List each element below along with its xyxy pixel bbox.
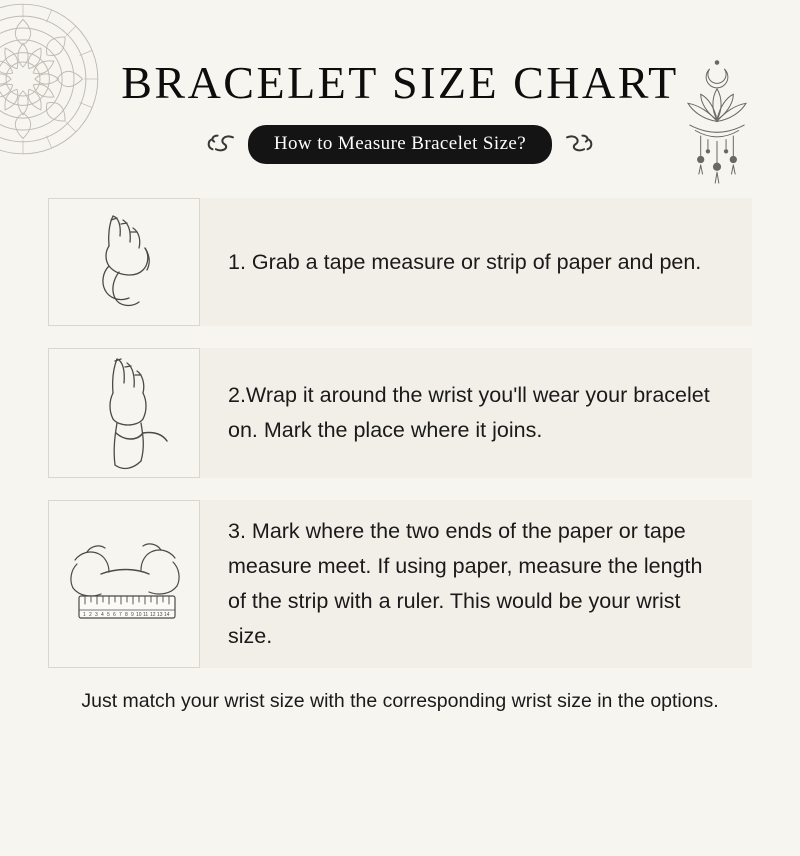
step-item-2 — [48, 348, 752, 478]
step-2-figure — [48, 348, 200, 478]
svg-text:6: 6 — [113, 612, 116, 618]
svg-text:13: 13 — [157, 612, 163, 618]
svg-text:1: 1 — [83, 612, 86, 618]
step-1-figure — [48, 198, 200, 326]
svg-text:7: 7 — [119, 612, 122, 618]
svg-text:11: 11 — [143, 612, 149, 618]
subtitle-pill: How to Measure Bracelet Size? — [248, 125, 552, 164]
footer-note: Just match your wrist size with the corresponding wrist size in the options. — [81, 690, 719, 712]
svg-text:8: 8 — [125, 612, 128, 618]
flourish-left-ornament — [204, 132, 238, 158]
steps-list — [0, 198, 800, 668]
step-2-text: 2.Wrap it around the wrist you'll wear your bracelet on. Mark the place where it joins. — [228, 383, 710, 442]
step-item-3 — [48, 500, 752, 668]
svg-text:10: 10 — [136, 612, 142, 618]
svg-text:4: 4 — [101, 612, 104, 618]
step-3-figure — [48, 500, 200, 668]
step-3-text: 3. Mark where the two ends of the paper or tape measure meet. If using paper, measure the length of the strip with a ruler. This would be your wrist size. — [228, 519, 703, 648]
hand-with-tape-illustration — [61, 202, 187, 322]
page-title: BRACELET SIZE CHART — [121, 57, 679, 108]
flourish-right-ornament — [562, 132, 596, 158]
svg-text:9: 9 — [131, 612, 134, 618]
step-item-1 — [48, 198, 752, 326]
svg-text:12: 12 — [150, 612, 156, 618]
svg-text:14: 14 — [164, 612, 170, 618]
wrist-wrapped-with-tape-illustration — [61, 349, 187, 477]
subtitle-row — [0, 125, 800, 164]
step-1-text: 1. Grab a tape measure or strip of paper and pen. — [228, 249, 702, 274]
svg-text:3: 3 — [95, 612, 98, 618]
svg-text:2: 2 — [89, 612, 92, 618]
hands-measuring-with-ruler-illustration — [57, 524, 191, 644]
svg-text:5: 5 — [107, 612, 110, 618]
